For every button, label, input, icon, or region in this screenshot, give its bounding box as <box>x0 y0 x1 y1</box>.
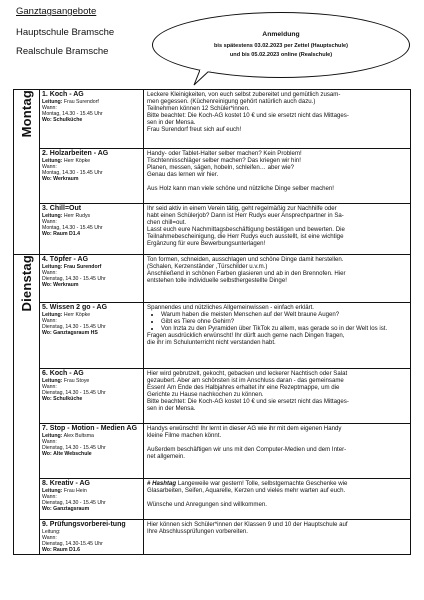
activity-location: Ganztagsraum HS <box>53 330 98 336</box>
activity-title: 8. Kreativ - AG <box>42 480 90 487</box>
table-row <box>14 303 411 369</box>
description-line: kleine Filme machen könnt. <box>147 432 222 439</box>
activity-time: Dienstag, 14.30 - 15.45 Uhr <box>42 445 106 451</box>
description-spacer <box>147 494 407 501</box>
wann-label: Wann: <box>42 439 57 445</box>
list-item: • Von Inzta zu den Pyramiden über TikTok zu allem, was gerade so in der Welt los ist. <box>161 325 407 332</box>
table-row <box>14 479 411 520</box>
activity-location: Raum D1.6 <box>53 547 80 553</box>
activity-location: Schulküche <box>53 117 83 123</box>
activity-description <box>144 520 411 555</box>
description-line: Langeweile war gestern! Tolle, selbstgemachte Geschenke wie <box>176 480 348 487</box>
activity-description <box>144 90 411 149</box>
wo-label: Wo: <box>42 451 52 457</box>
leitung-label: Leitung: <box>42 378 63 384</box>
activity-time: Montag, 14.30 - 15.45 Uhr <box>42 111 103 117</box>
description-line: gezaubert. Aber am schönsten ist im Anschluss daran - das gemeinsame <box>147 377 344 384</box>
activity-time: Dienstag, 14.30-15.45 Uhr <box>42 541 103 547</box>
day-cell-tuesday <box>14 255 40 555</box>
activity-leader: Frau Hein <box>63 488 87 494</box>
activity-info <box>40 303 144 369</box>
table-row <box>14 149 411 204</box>
description-line: Anschließend in schönen Farben glasieren und ab in den Brennofen. Hier <box>147 270 346 277</box>
description-line: habt einen Schülerjob? Dann ist Herr Rudys euer Ansprechpartner in Sa- <box>147 212 344 219</box>
activity-title: 1. Koch - AG <box>42 91 84 98</box>
description-line: Spannendes und nützliches Allgemeinwissen - einfach erklärt. <box>147 304 314 311</box>
description-line: Hier wird gebrutzelt, gekocht, gebacken und leckerer Nachtisch oder Salat <box>147 370 348 377</box>
table-row <box>14 520 411 555</box>
table-row <box>14 255 411 303</box>
description-line: Planen, messen, sägen, hobeln, schleifen… aber wie? <box>147 164 295 171</box>
activities-table <box>13 89 411 555</box>
activity-info <box>40 479 144 520</box>
leitung-label: Leitung: <box>42 433 63 439</box>
header-school-realschule: Realschule Bramsche <box>16 46 109 57</box>
activity-info <box>40 90 144 149</box>
list-item: • Gibt es Tiere ohne Gehirn? <box>161 318 407 325</box>
description-line: Teilnehmen können 12 Schüler*innen. <box>147 105 250 112</box>
description-line: Außerdem beschäftigen wir uns mit den Computer-Medien und dem Inter- <box>147 446 347 453</box>
description-spacer <box>147 178 407 185</box>
wann-label: Wann: <box>42 318 57 324</box>
registration-deadline-hauptschule: bis spätestens 03.02.2023 per Zettel (Hauptschule) <box>214 42 348 49</box>
table-row <box>14 90 411 149</box>
header-school-hauptschule: Hauptschule Bramsche <box>16 27 115 38</box>
activity-info <box>40 204 144 255</box>
description-line: Essen! Am Ende des Halbjahres erhaltet ihr eine Rezeptmappe, um die <box>147 384 340 391</box>
wo-label: Wo: <box>42 547 52 553</box>
registration-deadline-realschule: und bis 05.02.2023 online (Realschule) <box>229 51 333 58</box>
leitung-label: Leitung: <box>42 488 63 494</box>
table-row <box>14 369 411 424</box>
activity-location: Werkraum <box>53 176 79 182</box>
activity-time: Montag, 14.30 - 15.45 Uhr <box>42 170 103 176</box>
leitung-label: Leitung: <box>42 99 63 105</box>
day-label-tuesday: Dienstag <box>19 255 34 312</box>
activity-description <box>144 204 411 255</box>
wann-label: Wann: <box>42 270 57 276</box>
activity-leader: Herr Köpke <box>63 312 91 318</box>
activity-time: Dienstag, 14.30 - 15.45 Uhr <box>42 276 106 282</box>
bullet-list <box>161 311 407 332</box>
wo-label: Wo: <box>42 396 52 402</box>
activity-description <box>144 424 411 479</box>
table-row <box>14 204 411 255</box>
activity-description <box>144 479 411 520</box>
activity-title: 5. Wissen 2 go - AG <box>42 304 108 311</box>
activity-title: 4. Töpfer - AG <box>42 256 89 263</box>
activity-title: 9. Prüfungsvorberei-tung <box>42 521 126 528</box>
wann-label: Wann: <box>42 164 57 170</box>
description-line: Wünsche und Anregungen sind willkommen. <box>147 501 267 508</box>
registration-bubble <box>152 12 410 78</box>
activity-leader: Frau Stoye <box>63 378 90 384</box>
description-spacer <box>147 439 407 446</box>
wann-label: Wann: <box>42 105 57 111</box>
activity-location: Schulküche <box>53 396 83 402</box>
activity-title: 7. Stop - Motion - Medien AG <box>42 425 138 432</box>
description-line: die ihr im Schulunterricht nicht verstanden habt. <box>147 339 276 346</box>
wann-label: Wann: <box>42 219 57 225</box>
description-line: Lasst euch eure Nachmittagsbeschäftigung bestätigen und bewerten. Die <box>147 226 345 233</box>
wo-label: Wo: <box>42 231 52 237</box>
wo-label: Wo: <box>42 176 52 182</box>
activity-location: Alte Webschule <box>53 451 92 457</box>
leitung-label: Leitung: <box>42 158 63 164</box>
description-line: Gerichte zu Hause nachkochen zu können. <box>147 391 264 398</box>
description-line: Ihre Abschlussprüfungen vorbereiten. <box>147 528 248 535</box>
description-line: Fragen ausdrücklich erwünscht! Ihr dürft auch gerne nach Dingen fragen, <box>147 332 345 339</box>
activity-location: Ganztagsraum <box>53 506 90 512</box>
description-line: Leckere Kleinigkeiten, von euch selbst zubereitet und gemütlich zusam- <box>147 91 341 98</box>
day-label-monday: Montag <box>19 90 34 138</box>
description-line: Ton formen, schneiden, ausschlagen und schöne Dinge damit herstellen. <box>147 256 344 263</box>
leitung-label: Leitung: <box>42 213 63 219</box>
description-line: entstehen tolle individuelle selbsthergestellte Dinge! <box>147 277 287 284</box>
description-line: Bitte beachtet: Die Koch-AG kostet 10 € und sie ersetzt nicht das Mittages- <box>147 398 349 405</box>
description-line: Handys erwünscht! Ihr lernt in dieser AG wie ihr mit dem eigenen Handy <box>147 425 342 432</box>
activity-description <box>144 369 411 424</box>
activity-location: Raum D1.4 <box>53 231 80 237</box>
activity-info <box>40 520 144 555</box>
activity-leader: Herr Köpke <box>63 158 91 164</box>
description-line: Aus Holz kann man viele schöne und nützliche Dinge selber machen! <box>147 185 334 192</box>
activity-description <box>144 303 411 369</box>
activity-time: Dienstag, 14.30 - 15.45 Uhr <box>42 390 106 396</box>
wo-label: Wo: <box>42 330 52 336</box>
wo-label: Wo: <box>42 117 52 123</box>
activity-time: Dienstag, 14.30 - 15.45 Uhr <box>42 500 106 506</box>
description-line: Glasarbeiten, Seifen, Aquarelle, Kerzen und vieles mehr warten auf euch. <box>147 487 346 494</box>
wo-label: Wo: <box>42 282 52 288</box>
hashtag-label: # Hashtag <box>147 480 177 487</box>
activity-info <box>40 424 144 479</box>
registration-title: Anmeldung <box>262 30 300 38</box>
day-cell-monday <box>14 90 40 255</box>
header-title: Ganztagsangebote <box>16 6 97 17</box>
description-line: Bitte beachtet: Die Koch-AG kostet 10 € und sie ersetzt nicht das Mittages- <box>147 112 349 119</box>
description-line: Ihr seid aktiv in einem Verein tätig, geht regelmäßig zur Nachhilfe oder <box>147 205 337 212</box>
activity-title: 3. Chill=Out <box>42 205 82 212</box>
description-line: sen in der Mensa. <box>147 119 196 126</box>
description-line: Frau Surendorf freut sich auf euch! <box>147 126 242 133</box>
activity-info <box>40 255 144 303</box>
description-line: Ergänzung für eure Bewerbungsunterlagen! <box>147 240 266 247</box>
wann-label: Wann: <box>42 384 57 390</box>
description-line: (Schalen, Kerzenständer ,Türschilder u.v.m.) <box>147 263 268 270</box>
leitung-label: Leitung: <box>42 264 63 270</box>
wann-label: Wann: <box>42 535 57 541</box>
activity-location: Werkraum <box>53 282 79 288</box>
activity-description <box>144 255 411 303</box>
activity-title: 2. Holzarbeiten - AG <box>42 150 109 157</box>
activity-leader: Herr Rudys <box>63 213 91 219</box>
description-line: men gegessen. (Küchenreinigung gehört natürlich auch dazu.) <box>147 98 316 105</box>
description-line: Tischtennisschläger selber machen? Das kriegen wir hin! <box>147 157 301 164</box>
activity-description <box>144 149 411 204</box>
description-line: chen chill=out. <box>147 219 187 226</box>
activity-leader: Frau Surendorf <box>63 99 99 105</box>
activity-title: 6. Koch - AG <box>42 370 84 377</box>
activity-leader: Frau Surendorf <box>63 264 102 270</box>
wann-label: Wann: <box>42 494 57 500</box>
activity-time: Dienstag, 14.30 - 15.45 Uhr <box>42 324 106 330</box>
activity-leader: Alex Bultsma <box>63 433 94 439</box>
description-line: Teilnahmebescheinigung, die Herr Rudys euch ausstellt, ist eine wichtige <box>147 233 344 240</box>
speech-bubble-tail-icon <box>192 70 222 86</box>
description-line: net allgemein. <box>147 453 185 460</box>
description-line: Handy- oder Tablet-Halter selber machen? Kein Problem! <box>147 150 302 157</box>
activity-info <box>40 369 144 424</box>
activity-info <box>40 149 144 204</box>
list-item: • Warum haben die meisten Menschen auf der Welt braune Augen? <box>161 311 407 318</box>
description-line: Hier können sich Schüler*innen der Klassen 9 und 10 der Hauptschule auf <box>147 521 348 528</box>
description-line: sen in der Mensa. <box>147 405 196 412</box>
description-line: Genau das lernen wir hier. <box>147 171 219 178</box>
leitung-label: Leitung: <box>42 312 63 318</box>
leitung-label: Leitung: <box>42 529 61 535</box>
activity-time: Montag, 14.30 - 15.45 Uhr <box>42 225 103 231</box>
wo-label: Wo: <box>42 506 52 512</box>
table-row <box>14 424 411 479</box>
